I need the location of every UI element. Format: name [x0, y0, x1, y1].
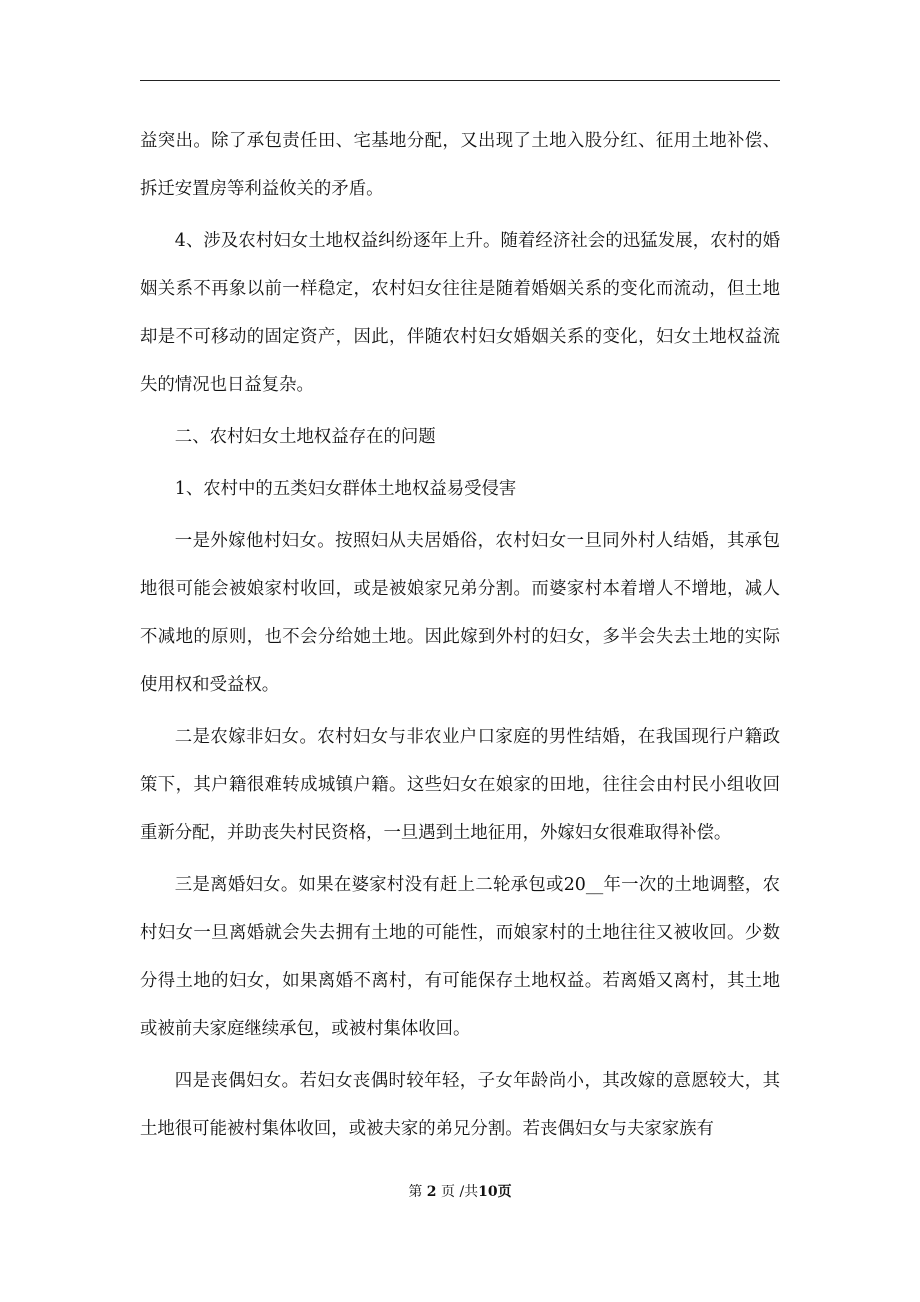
paragraph-1: 益突出。除了承包责任田、宅基地分配，又出现了土地入股分红、征用土地补偿、拆迁安置房等利益攸关的矛盾。: [140, 131, 780, 199]
footer-middle: 页 /共: [441, 1184, 479, 1200]
document-body: [140, 117, 780, 1157]
total-page-count: 10: [478, 1184, 498, 1200]
header-rule: [140, 80, 780, 81]
paragraph-widowed-women: 四是丧偶妇女。若妇女丧偶时较年轻，子女年龄尚小，其改嫁的意愿较大，其土地很可能被村集体收回，或被夫家的弟兄分割。若丧偶妇女与夫家家族有: [140, 1071, 780, 1139]
paragraph-non-agri-married-women: 二是农嫁非妇女。农村妇女与非农业户口家庭的男性结婚，在我国现行户籍政策下，其户籍很难转成城镇户籍。这些妇女在娘家的田地，往往会由村民小组收回重新分配，并助丧失村民资格，一旦遇到土地征用，外嫁妇女很难取得补偿。: [140, 727, 780, 843]
paragraph-married-out-women: 一是外嫁他村妇女。按照妇从夫居婚俗，农村妇女一旦同外村人结婚，其承包地很可能会被娘家村收回，或是被娘家兄弟分割。而婆家村本着增人不增地，减人不减地的原则，也不会分给她土地。因此嫁到外村的妇女，多半会失去土地的实际使用权和受益权。: [140, 531, 780, 695]
current-page-number: 2: [426, 1184, 437, 1200]
footer-prefix: 第: [408, 1184, 423, 1200]
footer-suffix: 页: [497, 1184, 512, 1200]
page-footer: [0, 1183, 920, 1201]
subsection-heading: 1、农村中的五类妇女群体土地权益易受侵害: [174, 479, 517, 499]
paragraph-2: 4、涉及农村妇女土地权益纠纷逐年上升。随着经济社会的迅猛发展，农村的婚姻关系不再象以前一样稳定，农村妇女往往是随着婚姻关系的变化而流动，但土地却是不可移动的固定资产，因此，伴随农村妇女婚姻关系的变化，妇女土地权益流失的情况也日益复杂。: [140, 231, 780, 395]
paragraph-divorced-women: 三是离婚妇女。如果在婆家村没有赶上二轮承包或20__年一次的土地调整，农村妇女一旦离婚就会失去拥有土地的可能性，而娘家村的土地往往又被收回。少数分得土地的妇女，如果离婚不离村，有可能保存土地权益。若离婚又离村，其土地或被前夫家庭继续承包，或被村集体收回。: [140, 875, 780, 1039]
section-heading: 二、农村妇女土地权益存在的问题: [174, 427, 436, 447]
